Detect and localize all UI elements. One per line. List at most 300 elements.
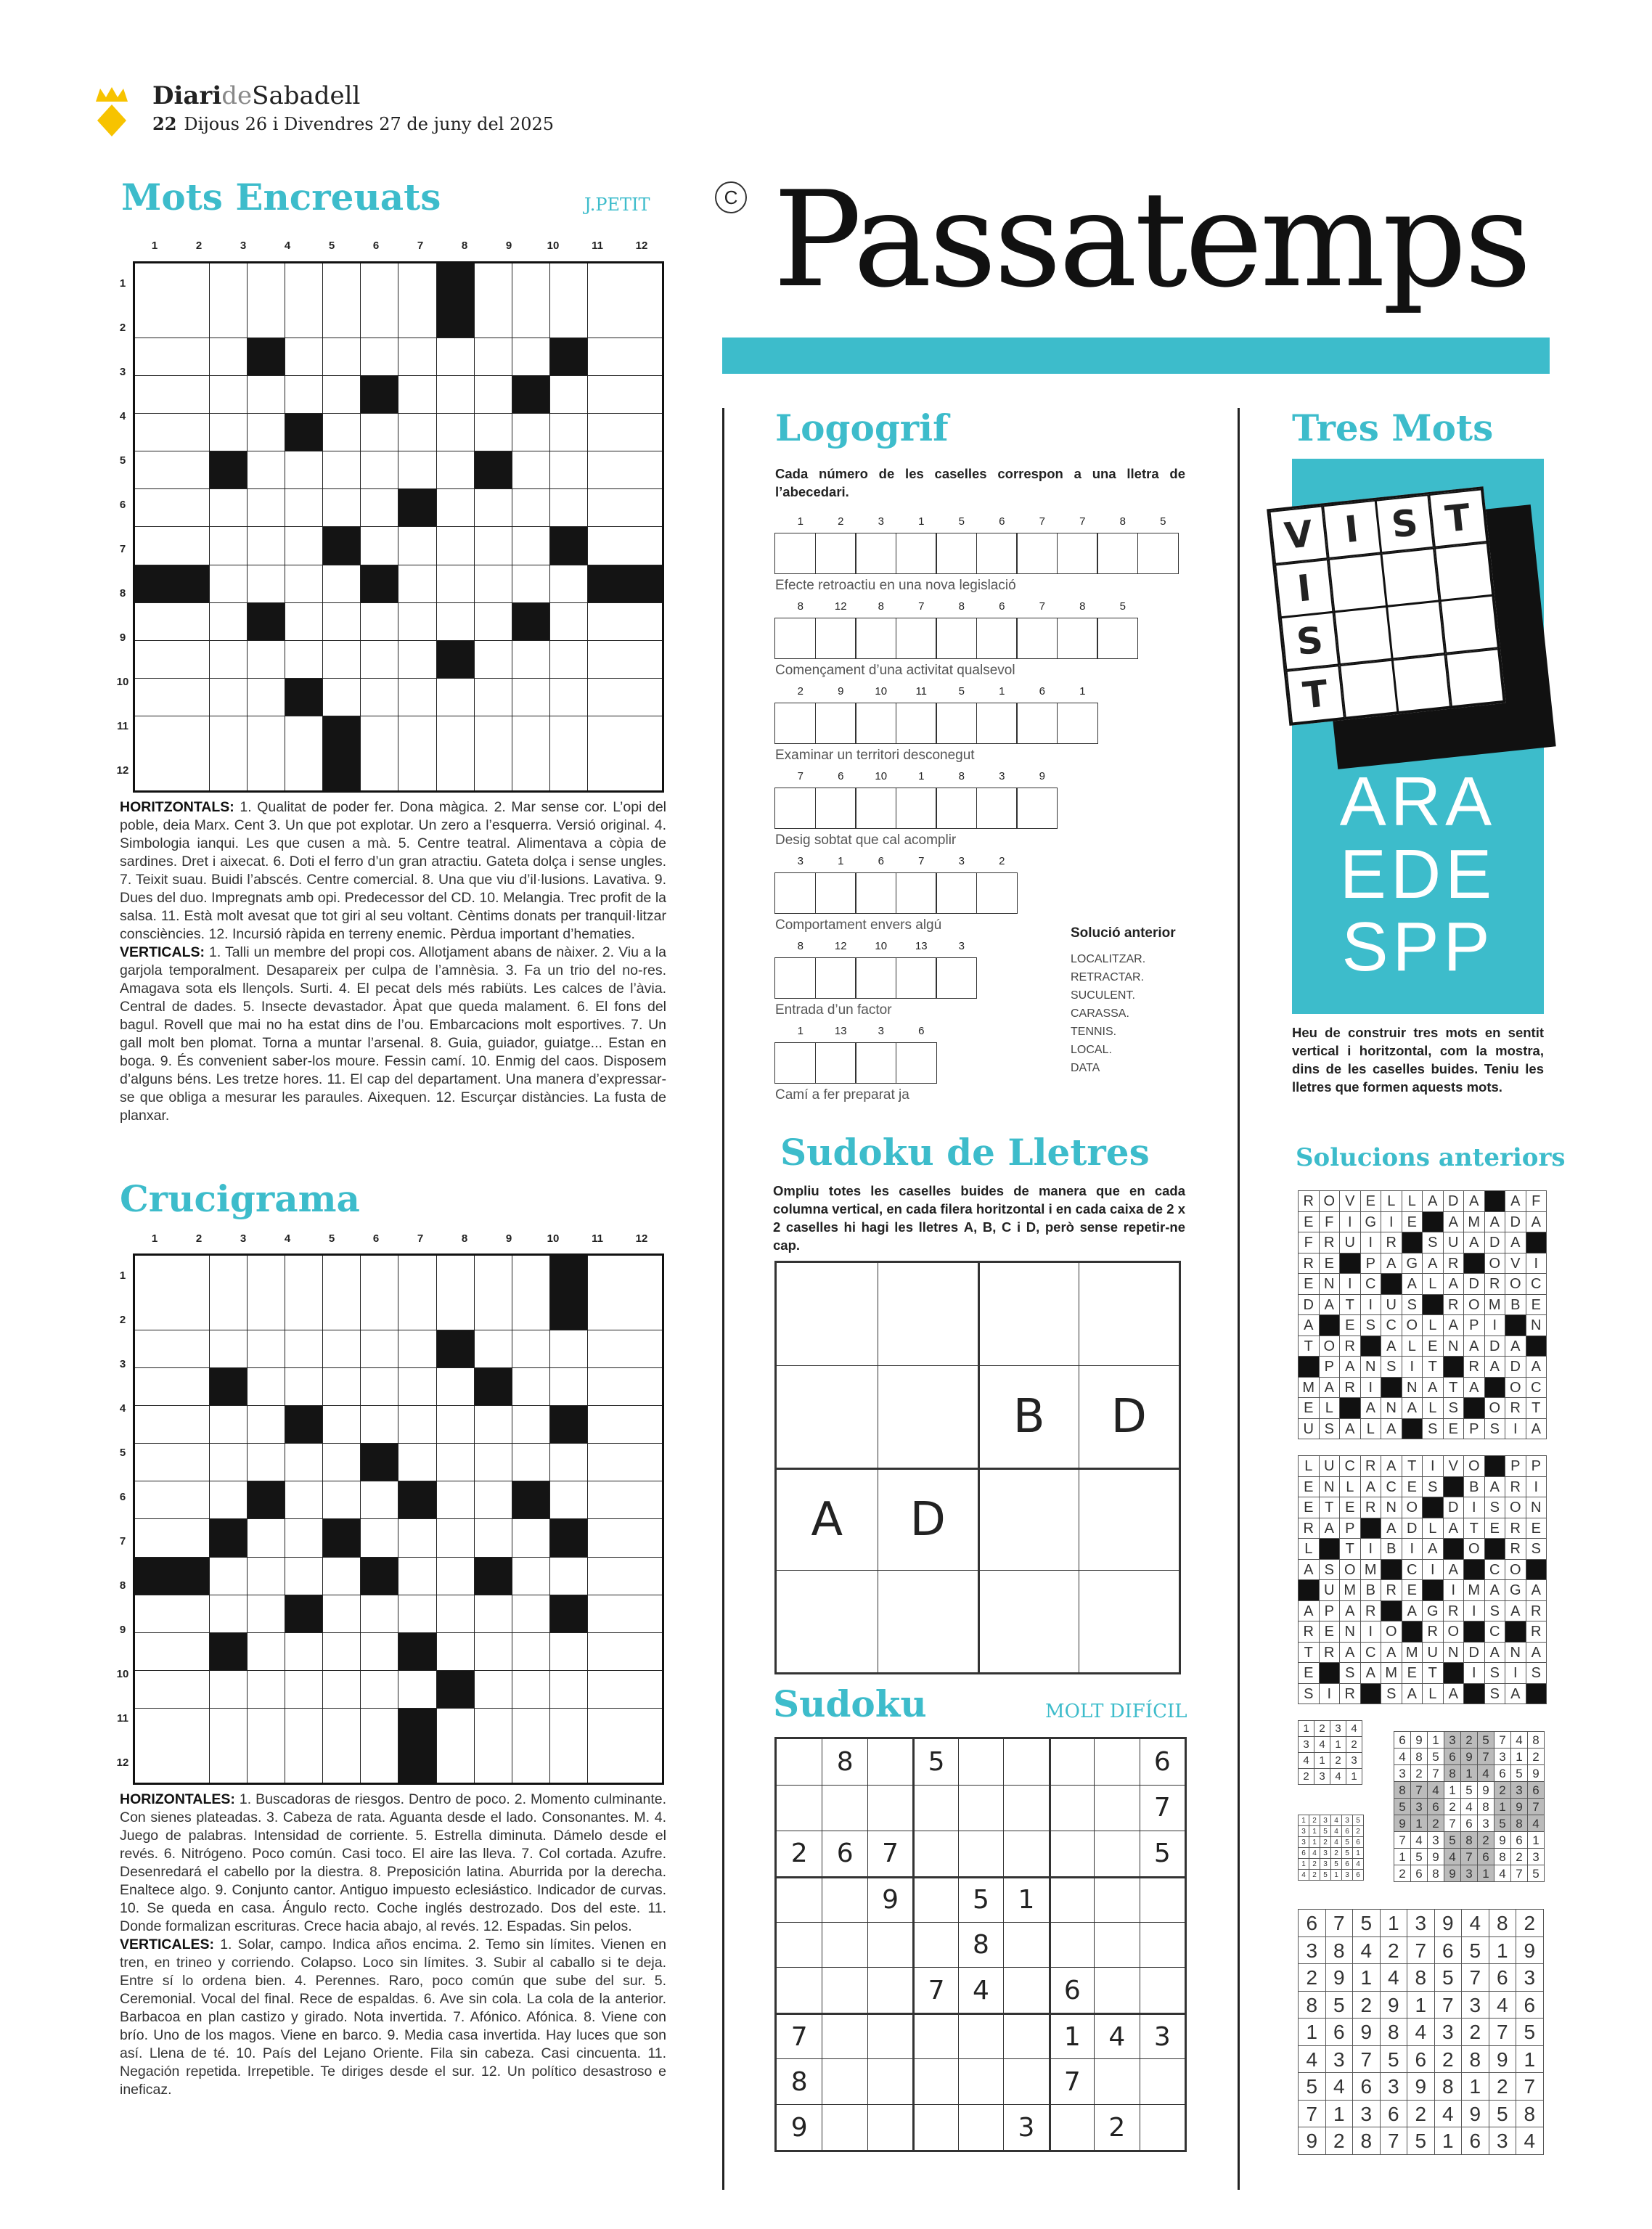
white-cell[interactable]	[210, 338, 248, 376]
white-cell[interactable]	[285, 1519, 323, 1557]
white-cell[interactable]	[134, 1670, 210, 1708]
white-cell[interactable]	[134, 678, 210, 716]
white-cell[interactable]	[210, 1670, 248, 1708]
white-cell[interactable]	[210, 602, 248, 640]
letter-cell[interactable]	[976, 533, 1018, 574]
white-cell[interactable]	[436, 602, 474, 640]
white-cell[interactable]	[436, 414, 474, 451]
white-cell[interactable]	[587, 602, 663, 640]
white-cell[interactable]	[474, 640, 512, 678]
letter-cell[interactable]	[1097, 618, 1138, 659]
white-cell[interactable]	[549, 1368, 587, 1406]
letter-cell[interactable]	[896, 1042, 937, 1084]
white-cell[interactable]	[323, 1368, 361, 1406]
letter-cell[interactable]	[855, 788, 896, 829]
white-cell[interactable]	[323, 1557, 361, 1595]
white-cell[interactable]	[323, 338, 361, 376]
white-cell[interactable]	[436, 338, 474, 376]
white-cell[interactable]	[587, 1557, 663, 1595]
empty-cell[interactable]	[1328, 553, 1386, 612]
empty-cell[interactable]	[1003, 1831, 1048, 1876]
white-cell[interactable]	[587, 414, 663, 451]
empty-cell[interactable]	[867, 2058, 912, 2104]
empty-cell[interactable]	[1094, 1876, 1139, 1922]
white-cell[interactable]	[587, 1519, 663, 1557]
letter-cell[interactable]	[855, 872, 896, 914]
white-cell[interactable]	[134, 1330, 210, 1368]
empty-cell[interactable]	[1140, 1967, 1185, 2013]
white-cell[interactable]	[512, 414, 549, 451]
white-cell[interactable]	[436, 1595, 474, 1632]
empty-cell[interactable]	[777, 1967, 822, 2013]
white-cell[interactable]	[134, 1708, 210, 1783]
letter-cell[interactable]	[1057, 533, 1098, 574]
white-cell[interactable]	[248, 1444, 285, 1481]
white-cell[interactable]	[134, 602, 210, 640]
letter-cell[interactable]	[976, 788, 1018, 829]
empty-cell[interactable]	[822, 2104, 867, 2150]
white-cell[interactable]	[361, 1519, 398, 1557]
white-cell[interactable]	[398, 414, 436, 451]
white-cell[interactable]	[134, 489, 210, 527]
white-cell[interactable]	[474, 263, 512, 338]
white-cell[interactable]	[323, 376, 361, 414]
white-cell[interactable]	[285, 1557, 323, 1595]
letter-cell[interactable]	[1016, 618, 1058, 659]
white-cell[interactable]	[587, 1708, 663, 1783]
white-cell[interactable]	[436, 527, 474, 565]
white-cell[interactable]	[587, 1444, 663, 1481]
empty-cell[interactable]	[1140, 2058, 1185, 2104]
white-cell[interactable]	[549, 716, 587, 791]
letter-cell[interactable]	[774, 533, 816, 574]
white-cell[interactable]	[285, 1330, 323, 1368]
white-cell[interactable]	[512, 678, 549, 716]
empty-cell[interactable]	[822, 1967, 867, 2013]
empty-cell[interactable]	[1392, 653, 1451, 712]
white-cell[interactable]	[587, 640, 663, 678]
white-cell[interactable]	[323, 1481, 361, 1519]
white-cell[interactable]	[134, 716, 210, 791]
white-cell[interactable]	[474, 602, 512, 640]
white-cell[interactable]	[134, 1519, 210, 1557]
letter-cell[interactable]	[815, 1042, 856, 1084]
empty-cell[interactable]	[777, 1570, 878, 1672]
white-cell[interactable]	[361, 1670, 398, 1708]
empty-cell[interactable]	[1049, 2104, 1094, 2150]
white-cell[interactable]	[361, 1595, 398, 1632]
white-cell[interactable]	[361, 602, 398, 640]
white-cell[interactable]	[134, 263, 210, 338]
empty-cell[interactable]	[777, 1365, 878, 1468]
empty-cell[interactable]	[1003, 1967, 1048, 2013]
white-cell[interactable]	[512, 716, 549, 791]
letter-cell[interactable]	[936, 618, 977, 659]
white-cell[interactable]	[398, 1406, 436, 1444]
empty-cell[interactable]	[1049, 1739, 1094, 1785]
white-cell[interactable]	[436, 1557, 474, 1595]
white-cell[interactable]	[587, 1406, 663, 1444]
empty-cell[interactable]	[1140, 1922, 1185, 1968]
letter-cell[interactable]	[896, 788, 937, 829]
white-cell[interactable]	[549, 1481, 587, 1519]
white-cell[interactable]	[285, 1481, 323, 1519]
white-cell[interactable]	[549, 376, 587, 414]
white-cell[interactable]	[285, 1708, 323, 1783]
white-cell[interactable]	[210, 716, 248, 791]
white-cell[interactable]	[134, 1595, 210, 1632]
letter-cell[interactable]	[976, 618, 1018, 659]
white-cell[interactable]	[512, 527, 549, 565]
letter-cell[interactable]	[774, 872, 816, 914]
white-cell[interactable]	[398, 678, 436, 716]
white-cell[interactable]	[398, 1444, 436, 1481]
white-cell[interactable]	[210, 527, 248, 565]
white-cell[interactable]	[587, 1632, 663, 1670]
white-cell[interactable]	[210, 1708, 248, 1783]
white-cell[interactable]	[474, 1255, 512, 1330]
white-cell[interactable]	[398, 565, 436, 602]
white-cell[interactable]	[210, 414, 248, 451]
white-cell[interactable]	[512, 1406, 549, 1444]
white-cell[interactable]	[474, 1406, 512, 1444]
white-cell[interactable]	[361, 414, 398, 451]
empty-cell[interactable]	[958, 2058, 1003, 2104]
letter-cell[interactable]	[976, 872, 1018, 914]
white-cell[interactable]	[210, 1557, 248, 1595]
letter-cell[interactable]	[896, 872, 937, 914]
letter-cell[interactable]	[774, 618, 816, 659]
letter-cell[interactable]	[855, 533, 896, 574]
empty-cell[interactable]	[1094, 1785, 1139, 1831]
white-cell[interactable]	[474, 1595, 512, 1632]
empty-cell[interactable]	[1049, 1831, 1094, 1876]
white-cell[interactable]	[474, 338, 512, 376]
white-cell[interactable]	[285, 1368, 323, 1406]
white-cell[interactable]	[512, 1670, 549, 1708]
white-cell[interactable]	[398, 1670, 436, 1708]
empty-cell[interactable]	[1003, 2058, 1048, 2104]
white-cell[interactable]	[285, 263, 323, 338]
empty-cell[interactable]	[1003, 1922, 1048, 1968]
logogrif-cells[interactable]	[774, 957, 976, 999]
white-cell[interactable]	[323, 1444, 361, 1481]
empty-cell[interactable]	[867, 2013, 912, 2058]
white-cell[interactable]	[512, 1632, 549, 1670]
letter-cell[interactable]	[815, 957, 856, 999]
empty-cell[interactable]	[1333, 606, 1392, 665]
empty-cell[interactable]	[958, 1831, 1003, 1876]
empty-cell[interactable]	[1094, 2058, 1139, 2104]
white-cell[interactable]	[549, 263, 587, 338]
white-cell[interactable]	[248, 640, 285, 678]
white-cell[interactable]	[285, 602, 323, 640]
white-cell[interactable]	[549, 1444, 587, 1481]
letter-cell[interactable]	[1137, 533, 1179, 574]
white-cell[interactable]	[587, 376, 663, 414]
white-cell[interactable]	[323, 640, 361, 678]
white-cell[interactable]	[512, 640, 549, 678]
white-cell[interactable]	[436, 1406, 474, 1444]
white-cell[interactable]	[285, 451, 323, 489]
empty-cell[interactable]	[1434, 541, 1492, 600]
empty-cell[interactable]	[912, 2058, 957, 2104]
white-cell[interactable]	[134, 1444, 210, 1481]
white-cell[interactable]	[398, 263, 436, 338]
white-cell[interactable]	[323, 1670, 361, 1708]
white-cell[interactable]	[587, 1481, 663, 1519]
empty-cell[interactable]	[1094, 1739, 1139, 1785]
white-cell[interactable]	[398, 1255, 436, 1330]
empty-cell[interactable]	[958, 1739, 1003, 1785]
white-cell[interactable]	[474, 1632, 512, 1670]
white-cell[interactable]	[549, 602, 587, 640]
white-cell[interactable]	[474, 1519, 512, 1557]
white-cell[interactable]	[436, 489, 474, 527]
letter-cell[interactable]	[896, 618, 937, 659]
white-cell[interactable]	[248, 1557, 285, 1595]
empty-cell[interactable]	[912, 1876, 957, 1922]
empty-cell[interactable]	[822, 2058, 867, 2104]
white-cell[interactable]	[361, 1330, 398, 1368]
empty-cell[interactable]	[822, 1876, 867, 1922]
empty-cell[interactable]	[912, 1922, 957, 1968]
white-cell[interactable]	[474, 1330, 512, 1368]
white-cell[interactable]	[210, 1595, 248, 1632]
white-cell[interactable]	[285, 640, 323, 678]
white-cell[interactable]	[323, 1632, 361, 1670]
empty-cell[interactable]	[1386, 600, 1445, 659]
white-cell[interactable]	[248, 1255, 285, 1330]
white-cell[interactable]	[398, 527, 436, 565]
white-cell[interactable]	[512, 489, 549, 527]
white-cell[interactable]	[134, 1368, 210, 1406]
white-cell[interactable]	[512, 451, 549, 489]
empty-cell[interactable]	[777, 1739, 822, 1785]
empty-cell[interactable]	[1140, 2104, 1185, 2150]
white-cell[interactable]	[134, 414, 210, 451]
empty-cell[interactable]	[777, 1785, 822, 1831]
empty-cell[interactable]	[1439, 595, 1498, 654]
letter-cell[interactable]	[1057, 703, 1098, 744]
white-cell[interactable]	[361, 489, 398, 527]
letter-cell[interactable]	[1016, 703, 1058, 744]
empty-cell[interactable]	[878, 1365, 978, 1468]
white-cell[interactable]	[587, 489, 663, 527]
white-cell[interactable]	[587, 451, 663, 489]
white-cell[interactable]	[436, 1481, 474, 1519]
empty-cell[interactable]	[1381, 547, 1439, 606]
white-cell[interactable]	[323, 263, 361, 338]
white-cell[interactable]	[361, 1708, 398, 1783]
white-cell[interactable]	[474, 489, 512, 527]
white-cell[interactable]	[248, 1708, 285, 1783]
white-cell[interactable]	[361, 1406, 398, 1444]
letter-cell[interactable]	[855, 703, 896, 744]
white-cell[interactable]	[474, 678, 512, 716]
white-cell[interactable]	[398, 451, 436, 489]
empty-cell[interactable]	[1049, 1922, 1094, 1968]
empty-cell[interactable]	[867, 1739, 912, 1785]
empty-cell[interactable]	[777, 1876, 822, 1922]
white-cell[interactable]	[361, 640, 398, 678]
white-cell[interactable]	[323, 678, 361, 716]
white-cell[interactable]	[512, 1368, 549, 1406]
white-cell[interactable]	[248, 1632, 285, 1670]
empty-cell[interactable]	[912, 1785, 957, 1831]
letter-cell[interactable]	[896, 533, 937, 574]
letter-cell[interactable]	[1016, 533, 1058, 574]
white-cell[interactable]	[248, 1406, 285, 1444]
white-cell[interactable]	[436, 1632, 474, 1670]
white-cell[interactable]	[398, 1557, 436, 1595]
white-cell[interactable]	[361, 1481, 398, 1519]
white-cell[interactable]	[398, 376, 436, 414]
white-cell[interactable]	[210, 640, 248, 678]
white-cell[interactable]	[474, 716, 512, 791]
white-cell[interactable]	[210, 489, 248, 527]
white-cell[interactable]	[134, 1255, 210, 1330]
white-cell[interactable]	[210, 376, 248, 414]
white-cell[interactable]	[549, 1632, 587, 1670]
white-cell[interactable]	[210, 1481, 248, 1519]
empty-cell[interactable]	[958, 2013, 1003, 2058]
white-cell[interactable]	[512, 565, 549, 602]
letter-cell[interactable]	[936, 872, 977, 914]
white-cell[interactable]	[549, 565, 587, 602]
white-cell[interactable]	[361, 1368, 398, 1406]
white-cell[interactable]	[210, 1255, 248, 1330]
white-cell[interactable]	[285, 1444, 323, 1481]
white-cell[interactable]	[248, 565, 285, 602]
white-cell[interactable]	[361, 1632, 398, 1670]
white-cell[interactable]	[323, 1255, 361, 1330]
empty-cell[interactable]	[1003, 1739, 1048, 1785]
letter-cell[interactable]	[855, 618, 896, 659]
white-cell[interactable]	[285, 565, 323, 602]
white-cell[interactable]	[549, 1670, 587, 1708]
letter-cell[interactable]	[774, 703, 816, 744]
empty-cell[interactable]	[822, 1785, 867, 1831]
white-cell[interactable]	[361, 451, 398, 489]
empty-cell[interactable]	[912, 2013, 957, 2058]
empty-cell[interactable]	[1445, 648, 1504, 707]
white-cell[interactable]	[587, 338, 663, 376]
white-cell[interactable]	[436, 1708, 474, 1783]
white-cell[interactable]	[285, 716, 323, 791]
white-cell[interactable]	[361, 338, 398, 376]
letter-cell[interactable]	[1057, 618, 1098, 659]
white-cell[interactable]	[248, 527, 285, 565]
white-cell[interactable]	[361, 678, 398, 716]
empty-cell[interactable]	[1094, 1831, 1139, 1876]
white-cell[interactable]	[398, 1368, 436, 1406]
empty-cell[interactable]	[1003, 1785, 1048, 1831]
empty-cell[interactable]	[867, 1922, 912, 1968]
white-cell[interactable]	[474, 1708, 512, 1783]
white-cell[interactable]	[248, 1368, 285, 1406]
white-cell[interactable]	[248, 678, 285, 716]
white-cell[interactable]	[248, 1670, 285, 1708]
white-cell[interactable]	[210, 678, 248, 716]
white-cell[interactable]	[361, 263, 398, 338]
white-cell[interactable]	[134, 1632, 210, 1670]
empty-cell[interactable]	[878, 1263, 978, 1365]
white-cell[interactable]	[285, 1632, 323, 1670]
letter-cell[interactable]	[815, 533, 856, 574]
white-cell[interactable]	[587, 716, 663, 791]
empty-cell[interactable]	[978, 1570, 1079, 1672]
white-cell[interactable]	[134, 376, 210, 414]
white-cell[interactable]	[134, 451, 210, 489]
white-cell[interactable]	[361, 527, 398, 565]
white-cell[interactable]	[210, 565, 248, 602]
white-cell[interactable]	[587, 527, 663, 565]
white-cell[interactable]	[323, 1595, 361, 1632]
white-cell[interactable]	[587, 1368, 663, 1406]
white-cell[interactable]	[549, 1330, 587, 1368]
empty-cell[interactable]	[1049, 1785, 1094, 1831]
white-cell[interactable]	[436, 1255, 474, 1330]
logogrif-cells[interactable]	[774, 872, 1016, 914]
white-cell[interactable]	[512, 1255, 549, 1330]
letter-cell[interactable]	[774, 788, 816, 829]
empty-cell[interactable]	[1049, 1876, 1094, 1922]
empty-cell[interactable]	[978, 1263, 1079, 1365]
white-cell[interactable]	[248, 716, 285, 791]
white-cell[interactable]	[134, 338, 210, 376]
white-cell[interactable]	[512, 1595, 549, 1632]
white-cell[interactable]	[248, 489, 285, 527]
white-cell[interactable]	[436, 716, 474, 791]
white-cell[interactable]	[361, 716, 398, 791]
white-cell[interactable]	[398, 602, 436, 640]
empty-cell[interactable]	[1003, 2013, 1048, 2058]
letter-cell[interactable]	[774, 1042, 816, 1084]
white-cell[interactable]	[398, 1330, 436, 1368]
empty-cell[interactable]	[1079, 1570, 1179, 1672]
white-cell[interactable]	[248, 1595, 285, 1632]
white-cell[interactable]	[398, 1519, 436, 1557]
empty-cell[interactable]	[867, 1785, 912, 1831]
white-cell[interactable]	[323, 451, 361, 489]
letter-cell[interactable]	[855, 1042, 896, 1084]
white-cell[interactable]	[134, 1406, 210, 1444]
letter-cell[interactable]	[774, 957, 816, 999]
letter-cell[interactable]	[815, 618, 856, 659]
white-cell[interactable]	[474, 414, 512, 451]
empty-cell[interactable]	[1079, 1263, 1179, 1365]
logogrif-cells[interactable]	[774, 533, 1177, 574]
white-cell[interactable]	[587, 678, 663, 716]
white-cell[interactable]	[549, 451, 587, 489]
white-cell[interactable]	[549, 640, 587, 678]
white-cell[interactable]	[323, 489, 361, 527]
white-cell[interactable]	[323, 1330, 361, 1368]
letter-cell[interactable]	[855, 957, 896, 999]
white-cell[interactable]	[248, 1519, 285, 1557]
white-cell[interactable]	[285, 376, 323, 414]
white-cell[interactable]	[512, 1708, 549, 1783]
white-cell[interactable]	[398, 338, 436, 376]
empty-cell[interactable]	[912, 1831, 957, 1876]
empty-cell[interactable]	[1339, 659, 1398, 718]
letter-cell[interactable]	[936, 533, 977, 574]
white-cell[interactable]	[474, 565, 512, 602]
empty-cell[interactable]	[912, 2104, 957, 2150]
white-cell[interactable]	[210, 263, 248, 338]
letter-cell[interactable]	[936, 957, 977, 999]
